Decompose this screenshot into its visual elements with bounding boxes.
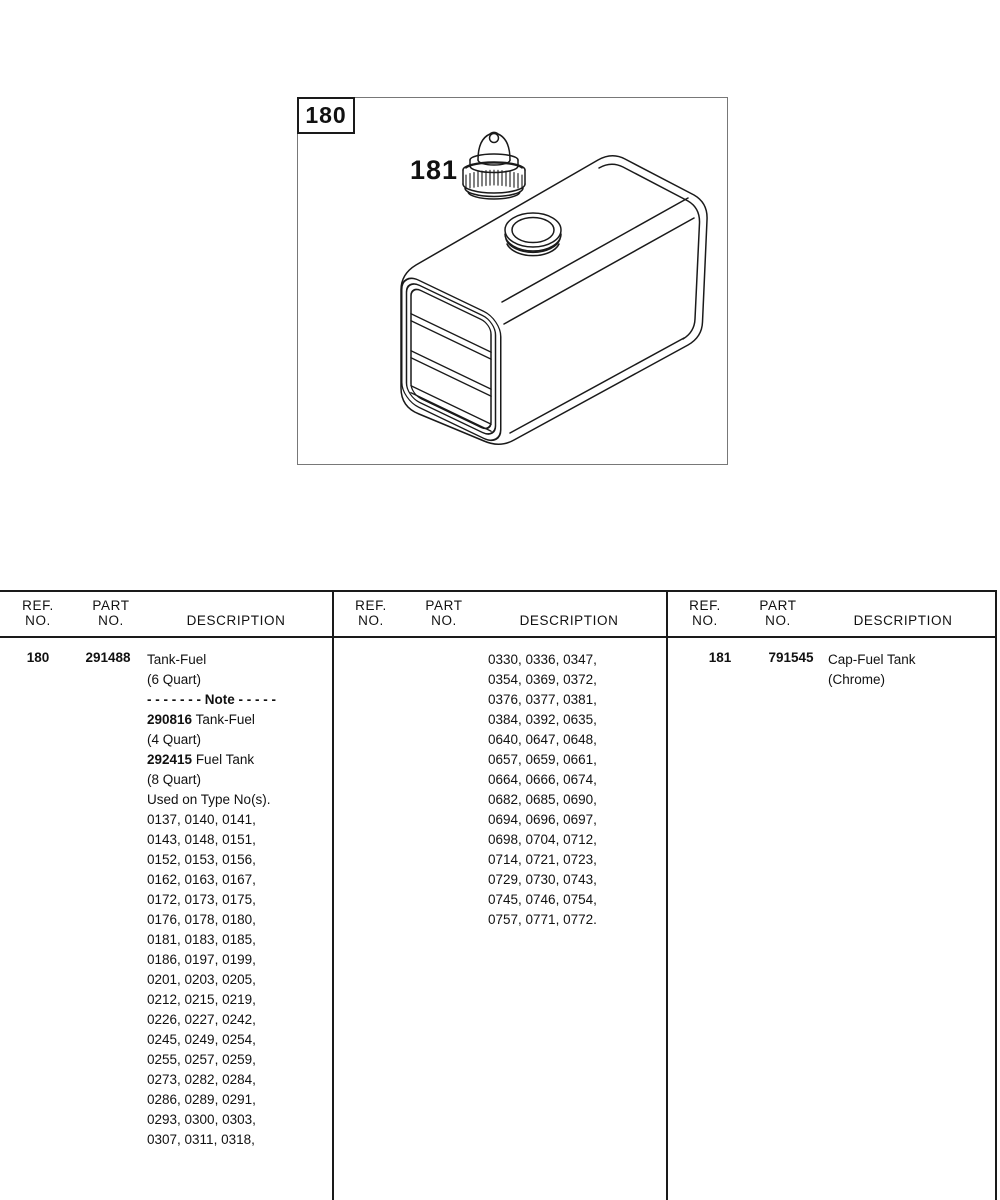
description-line: - - - - - - - Note - - - - - — [147, 692, 276, 707]
description-line: 0212, 0215, 0219, — [147, 992, 256, 1007]
description-line: 0757, 0771, 0772. — [488, 912, 597, 927]
description-line: 0226, 0227, 0242, — [147, 1012, 256, 1027]
figure-number-box — [297, 97, 355, 134]
description-line: 290816 Tank-Fuel — [147, 712, 255, 727]
column-header-ref-no: REF. NO. — [22, 598, 54, 628]
description-line: 0354, 0369, 0372, — [488, 672, 597, 687]
description-line: 0152, 0153, 0156, — [147, 852, 256, 867]
column-header-ref-no: REF. NO. — [355, 598, 387, 628]
description-line: 0201, 0203, 0205, — [147, 972, 256, 987]
description-line: 0181, 0183, 0185, — [147, 932, 256, 947]
description-line: 0330, 0336, 0347, — [488, 652, 597, 667]
description-line: 0714, 0721, 0723, — [488, 852, 597, 867]
description-line: 0162, 0163, 0167, — [147, 872, 256, 887]
description-line: Tank-Fuel — [147, 652, 207, 667]
description-line: 0273, 0282, 0284, — [147, 1072, 256, 1087]
parts-table-section-3 — [667, 590, 995, 1200]
ref-no-value: 180 — [26, 650, 50, 665]
parts-table-section-2 — [333, 590, 666, 1200]
description-line: 0176, 0178, 0180, — [147, 912, 256, 927]
description-lines — [488, 650, 672, 930]
part-no-value: 791545 — [768, 650, 814, 665]
description-lines — [147, 650, 331, 1150]
fuel-cap-drawing — [463, 132, 525, 199]
part-no-value: 291488 — [85, 650, 131, 665]
column-header-description: DESCRIPTION — [519, 613, 619, 628]
description-line: 0657, 0659, 0661, — [488, 752, 597, 767]
description-line: 0694, 0696, 0697, — [488, 812, 597, 827]
column-header-part-no: PART NO. — [759, 598, 797, 628]
description-line: Used on Type No(s). — [147, 792, 271, 807]
description-line: 0293, 0300, 0303, — [147, 1112, 256, 1127]
description-line: 0245, 0249, 0254, — [147, 1032, 256, 1047]
column-header-description: DESCRIPTION — [186, 613, 286, 628]
column-header-part-no: PART NO. — [92, 598, 130, 628]
description-line: 0186, 0197, 0199, — [147, 952, 256, 967]
description-line: 292415 Fuel Tank — [147, 752, 255, 767]
description-line: 0640, 0647, 0648, — [488, 732, 597, 747]
description-line: (6 Quart) — [147, 672, 202, 687]
column-header-ref-no: REF. NO. — [689, 598, 721, 628]
description-line: 0172, 0173, 0175, — [147, 892, 256, 907]
description-line: Cap-Fuel Tank — [828, 652, 916, 667]
description-line: (Chrome) — [828, 672, 886, 687]
ref-no-value: 181 — [708, 650, 732, 665]
description-line: 0682, 0685, 0690, — [488, 792, 597, 807]
description-lines — [828, 650, 1000, 690]
description-line: (4 Quart) — [147, 732, 202, 747]
description-line: 0664, 0666, 0674, — [488, 772, 597, 787]
fuel-tank-drawing — [401, 156, 707, 447]
description-line: (8 Quart) — [147, 772, 202, 787]
description-line: 0307, 0311, 0318, — [147, 1132, 255, 1147]
column-header-part-no: PART NO. — [425, 598, 463, 628]
description-line: 0745, 0746, 0754, — [488, 892, 597, 907]
description-line: 0698, 0704, 0712, — [488, 832, 597, 847]
diagram-frame — [297, 97, 728, 465]
description-line: 0143, 0148, 0151, — [147, 832, 256, 847]
parts-table-section-1 — [0, 590, 332, 1200]
figure-number: 180 — [305, 102, 347, 128]
description-line: 0137, 0140, 0141, — [147, 812, 256, 827]
callout-label-181: 181 — [410, 155, 459, 185]
column-header-description: DESCRIPTION — [853, 613, 953, 628]
description-line: 0286, 0289, 0291, — [147, 1092, 256, 1107]
description-line: 0376, 0377, 0381, — [488, 692, 597, 707]
description-line: 0384, 0392, 0635, — [488, 712, 597, 727]
description-line: 0255, 0257, 0259, — [147, 1052, 256, 1067]
filler-neck-drawing — [505, 213, 561, 256]
fuel-tank-illustration — [298, 98, 727, 464]
description-line: 0729, 0730, 0743, — [488, 872, 597, 887]
